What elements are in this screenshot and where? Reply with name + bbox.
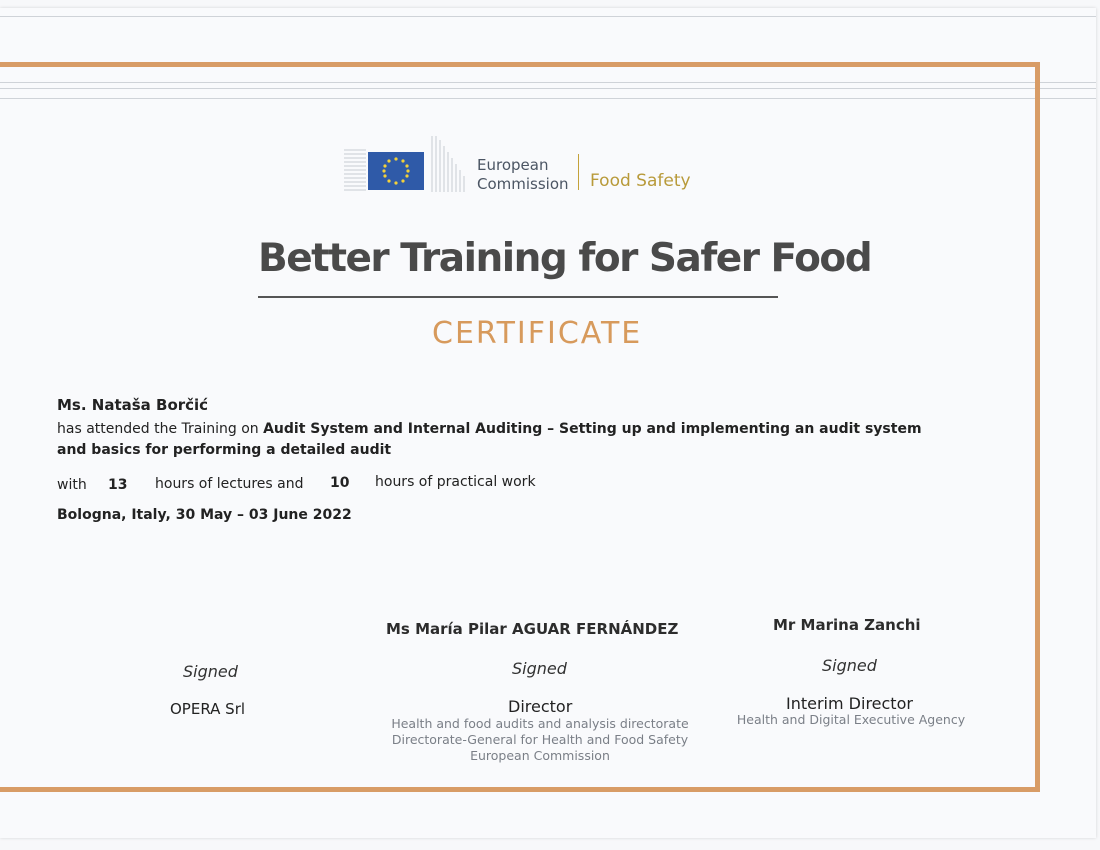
certificate-label: CERTIFICATE <box>432 316 643 351</box>
training-line-2: and basics for performing a detailed audit <box>57 442 392 458</box>
signatory-2-affiliation-line: Health and food audits and analysis directorate <box>391 716 689 731</box>
eu-flag-icon <box>342 128 472 198</box>
attended-prefix: has attended the Training on <box>57 421 264 437</box>
lecture-hours-label: hours of lectures and <box>155 476 304 492</box>
signatory-3-role: Interim Director <box>786 694 913 713</box>
recipient-name: Ms. Nataša Borčić <box>57 396 209 414</box>
unit-name: Food Safety <box>590 171 691 191</box>
logo-divider <box>578 154 579 190</box>
title-underline <box>258 296 778 298</box>
place-and-date: Bologna, Italy, 30 May – 03 June 2022 <box>57 507 352 523</box>
scan-line <box>0 16 1096 17</box>
signatory-2-role: Director <box>508 697 573 716</box>
org-line-1: European <box>477 156 549 174</box>
signatory-3-signed: Signed <box>822 656 877 675</box>
practical-hours-label: hours of practical work <box>375 474 536 490</box>
signatory-3-name: Mr Marina Zanchi <box>773 616 921 634</box>
signatory-2-name: Ms María Pilar AGUAR FERNÁNDEZ <box>386 620 679 638</box>
training-title: Audit System and Internal Auditing – Setting up and implementing an audit system <box>263 421 922 437</box>
practical-hours: 10 <box>330 475 350 491</box>
signatory-2-affiliation <box>380 716 700 764</box>
signatory-1-role: OPERA Srl <box>170 700 246 718</box>
lecture-hours: 13 <box>108 477 128 493</box>
organization-name <box>477 156 569 194</box>
training-line-1 <box>57 421 922 437</box>
signatory-2-signed: Signed <box>512 659 567 678</box>
signatory-3-affiliation-line: Health and Digital Executive Agency <box>736 712 966 727</box>
hours-with: with <box>57 477 87 493</box>
org-line-2: Commission <box>477 175 569 193</box>
signatory-2-affiliation-line: European Commission <box>470 748 610 763</box>
page-title: Better Training for Safer Food <box>258 236 872 281</box>
signatory-3-affiliation <box>726 712 976 728</box>
signatory-2-affiliation-line: Directorate-General for Health and Food Safety <box>391 732 689 747</box>
signatory-1-signed: Signed <box>183 662 238 681</box>
european-commission-logo <box>342 128 702 198</box>
